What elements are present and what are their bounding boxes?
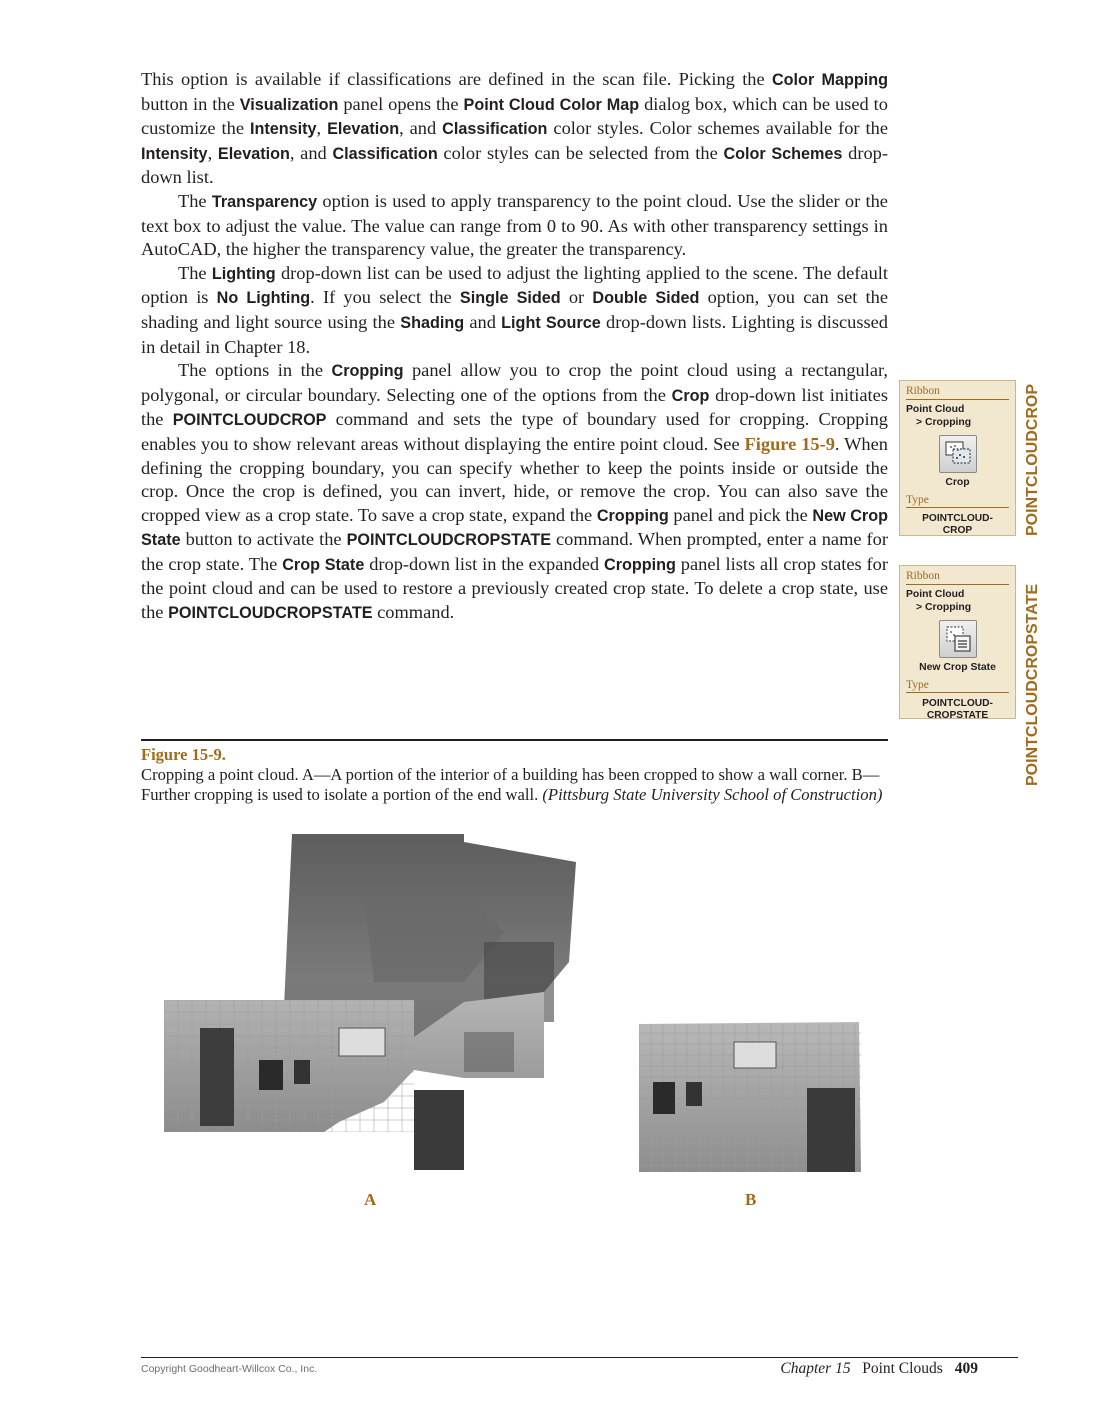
type-heading: Type [906, 494, 1009, 508]
footer-rule [141, 1357, 1018, 1358]
figure-reference-link[interactable]: Figure 15-9 [744, 433, 835, 454]
paragraph-color-mapping: This option is available if classifications are defined in the scan file. Picking the Color Mapping button in the Visualization panel opens the Point Cloud Color Map dialog box, which can be used to customize the Intensity, Elevation, and Classification color styles. Color schemes available for the Intensity, Elevation, and Classification color styles can be selected from the Color Schemes drop-down list. [141, 69, 889, 188]
command-label: Crop [945, 477, 970, 488]
running-footer [780, 1360, 978, 1378]
figure-credit: (Pittsburg State University School of Construction) [542, 784, 883, 804]
command-label: New Crop State [919, 662, 996, 673]
figure-caption: Cropping a point cloud. A—A portion of the interior of a building has been cropped to show a wall corner. B—Further cropping is used to isolate a portion of the end wall. (Pittsburg State University School of Construction) [141, 765, 883, 804]
figure-title: Figure 15-9. [141, 745, 226, 764]
side-tab-pointcloudcrop: POINTCLOUDCROP [1024, 384, 1041, 536]
type-command: POINTCLOUD- CROPSTATE [922, 698, 993, 721]
page-number: 409 [954, 1360, 978, 1377]
ribbon-path: Point Cloud > Cropping [906, 589, 972, 613]
ribbon-heading: Ribbon [906, 385, 1009, 400]
new-crop-state-icon[interactable] [939, 620, 977, 658]
copyright-notice: Copyright Goodheart-Willcox Co., Inc. [141, 1363, 318, 1375]
side-tab-commands [1019, 378, 1045, 788]
figure-rule [141, 739, 888, 741]
figure-label-a: A [364, 1190, 377, 1209]
ribbon-box-new-crop-state [899, 565, 1016, 719]
figure-image-b [639, 1022, 863, 1174]
ribbon-heading: Ribbon [906, 570, 1009, 585]
side-tab-pointcloudcropstate: POINTCLOUDCROPSTATE [1024, 583, 1041, 786]
section-title: Point Clouds [862, 1360, 943, 1377]
figure-image-a [164, 832, 578, 1178]
ribbon-box-crop [899, 380, 1016, 536]
type-command: POINTCLOUD- CROP [922, 513, 993, 536]
ribbon-path: Point Cloud > Cropping [906, 404, 972, 428]
crop-icon[interactable] [939, 435, 977, 473]
paragraph-transparency: The Transparency option is used to apply transparency to the point cloud. Use the slider or the text box to adjust the value. The value can range from 0 to 90. As with other transparency settings in AutoCAD, the higher the transparency value, the greater the transparency. [141, 190, 888, 260]
body-text [141, 68, 888, 626]
paragraph-cropping: The options in the Cropping panel allow you to crop the point cloud using a rectangular, polygonal, or circular boundary. Selecting one of the options from the Crop drop-down list initiates the POINTCLOUDCROP command and sets the type of boundary used for cropping. Cropping enables you to show relevant areas without displaying the entire point cloud. See Figure 15-9. When defining the cropping boundary, you can specify whether to keep the points inside or outside the crop. Once the crop is defined, you can invert, hide, or remove the crop. You can also save the cropped view as a crop state. To save a crop state, expand the Cropping panel and pick the New Crop State button to activate the POINTCLOUDCROPSTATE command. When prompted, enter a name for the crop state. The Crop State drop-down list in the expanded Cropping panel lists all crop states for the point cloud and can be used to restore a previously created crop state. To delete a crop state, use the POINTCLOUDCROPSTATE command. [141, 360, 889, 623]
paragraph-lighting: The Lighting drop-down list can be used to adjust the lighting applied to the scene. The default option is No Lighting. If you select the Single Sided or Double Sided option, you can set the shading and light source using the Shading and Light Source drop-down lists. Lighting is discussed in detail in Chapter 18. [141, 262, 889, 357]
chapter-label: Chapter 15 [780, 1360, 851, 1377]
type-heading: Type [906, 679, 1009, 693]
figure-label-b: B [745, 1190, 757, 1209]
